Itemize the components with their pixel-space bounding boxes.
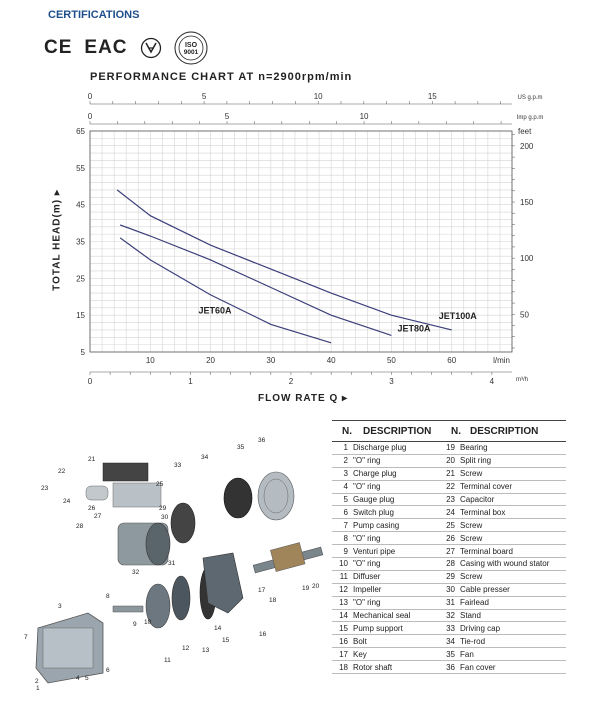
part-description: Screw	[460, 520, 483, 530]
chart-title: PERFORMANCE CHART AT n=2900rpm/min	[90, 71, 353, 83]
x-tick-label: 50	[386, 356, 396, 365]
wrench-cert-icon	[140, 37, 162, 59]
table-row	[332, 506, 566, 519]
diagram-part-label: 23	[41, 485, 49, 492]
part-number: 20	[446, 456, 455, 466]
certification-marks	[44, 32, 208, 64]
part-description: Discharge plug	[353, 443, 407, 453]
part-description: Stand	[460, 611, 481, 621]
part-number: 14	[339, 611, 348, 621]
part-number: 32	[446, 611, 455, 621]
series-label: JET60A	[198, 305, 232, 316]
part-number: 23	[446, 495, 455, 504]
table-row	[332, 610, 566, 623]
part-description: Pump casing	[353, 520, 400, 530]
table-row	[332, 455, 566, 468]
x-tick-label: 40	[326, 356, 336, 365]
diagram-part-label: 28	[76, 523, 84, 530]
part-description: Screw	[460, 469, 483, 479]
exploded-pump-diagram	[18, 428, 328, 708]
y-tick-label: 65	[76, 127, 85, 136]
part-number: 33	[446, 623, 455, 633]
y-axis-label: TOTAL HEAD(m) ▸	[51, 189, 63, 291]
part-number: 5	[343, 495, 348, 504]
table-row	[332, 519, 566, 532]
us-gpm-tick-label: 10	[313, 92, 323, 101]
part-description: Tie-rod	[460, 636, 486, 646]
part-number: 11	[339, 572, 348, 582]
part-description: Fan	[460, 649, 474, 659]
diagram-part-label: 36	[258, 437, 266, 444]
diagram-part-label: 12	[182, 645, 190, 652]
diagram-part-label: 1	[36, 685, 40, 692]
part-description: Switch plug	[353, 507, 394, 517]
part-description: Casing with wound stator	[460, 559, 550, 569]
m3h-tick-label: 1	[188, 377, 193, 386]
part-number: 16	[339, 636, 348, 646]
m3h-tick-label: 4	[489, 377, 495, 386]
feet-tick-label: 100	[520, 254, 534, 264]
part-number: 6	[343, 507, 348, 517]
header-number: N.	[342, 425, 352, 437]
part-number: 22	[446, 482, 455, 492]
diagram-part-label: 5	[85, 675, 89, 682]
imp-gpm-tick-label: 10	[359, 112, 369, 121]
part-description: Impeller	[353, 585, 382, 595]
diagram-part-label: 22	[58, 468, 66, 475]
part-description: Split ring	[460, 456, 492, 466]
diagram-part-label: 15	[222, 637, 230, 644]
header-description: DESCRIPTION	[363, 425, 432, 437]
diagram-part-label: 11	[164, 657, 171, 664]
diagram-part-label: 3	[58, 603, 62, 610]
diagram-part-label: 24	[63, 498, 71, 505]
us-gpm-label: US g.p.m	[517, 95, 543, 101]
table-row	[332, 648, 566, 661]
imp-gpm-tick-label: 0	[87, 112, 93, 121]
diagram-part-label: 17	[258, 587, 266, 594]
table-row	[332, 597, 566, 610]
diagram-part-label: 9	[133, 621, 137, 628]
x-unit-label: l/min	[493, 356, 510, 365]
y-tick-label: 25	[76, 274, 85, 284]
part-number: 25	[446, 520, 455, 530]
fan-drawing	[171, 472, 294, 543]
part-description: Bolt	[353, 636, 367, 646]
m3h-tick-label: 0	[87, 377, 93, 386]
parts-table-body	[332, 442, 566, 674]
diagram-part-label: 14	[214, 625, 222, 632]
table-row	[332, 571, 566, 584]
diagram-part-label: 33	[174, 462, 182, 469]
parts-table	[332, 420, 566, 674]
y-tick-label: 35	[76, 237, 85, 247]
diagram-part-label: 19	[302, 585, 310, 592]
part-description: "O" ring	[353, 533, 381, 543]
y-tick-label: 5	[80, 348, 85, 357]
part-description: Fairlead	[460, 598, 489, 608]
y-tick-label: 55	[76, 163, 85, 173]
part-number: 28	[446, 559, 455, 569]
part-number: 18	[339, 662, 348, 672]
diagram-part-label: 18	[269, 597, 277, 604]
y-tick-label: 45	[76, 200, 85, 210]
part-description: "O" ring	[353, 456, 381, 466]
table-row	[332, 661, 566, 674]
part-number: 9	[343, 546, 348, 556]
us-gpm-tick-label: 5	[201, 92, 207, 101]
x-tick-label: 20	[206, 356, 216, 365]
part-number: 4	[343, 482, 348, 492]
ce-mark-icon: CE	[44, 37, 73, 58]
table-row	[332, 532, 566, 545]
diagram-part-label: 26	[88, 505, 96, 512]
part-description: Venturi pipe	[353, 546, 396, 556]
table-row	[332, 635, 566, 648]
diagram-part-label: 34	[201, 454, 209, 461]
diagram-part-label: 4	[76, 675, 80, 682]
table-row	[332, 622, 566, 635]
part-number: 7	[343, 520, 348, 530]
diagram-part-label: 27	[94, 513, 102, 520]
diagram-part-label: 16	[259, 631, 267, 638]
imp-gpm-label: Imp g.p.m	[516, 115, 544, 121]
parts-table-header	[332, 420, 566, 442]
diagram-part-label: 35	[237, 444, 245, 451]
y-tick-label: 15	[76, 311, 85, 321]
part-number: 12	[339, 585, 348, 595]
feet-tick-label: 200	[520, 141, 534, 151]
diagram-part-label: 30	[161, 514, 169, 521]
pump-casing-drawing	[36, 613, 103, 683]
part-number: 15	[339, 623, 348, 633]
part-number: 27	[446, 546, 455, 556]
part-description: Terminal box	[460, 507, 506, 517]
part-description: Screw	[460, 572, 483, 582]
part-number: 36	[446, 662, 455, 672]
diagram-part-label: 32	[132, 569, 140, 576]
part-description: Fan cover	[460, 662, 496, 672]
part-description: Key	[353, 649, 367, 659]
part-description: Cable presser	[460, 585, 510, 595]
part-description: Rotor shaft	[353, 662, 393, 672]
part-number: 19	[446, 443, 455, 453]
part-description: Gauge plug	[353, 495, 395, 504]
part-description: "O" ring	[353, 598, 381, 608]
feet-tick-label: 150	[520, 198, 534, 208]
diagram-part-label: 6	[106, 667, 110, 674]
part-number: 3	[343, 469, 348, 479]
diagram-part-label: 2	[35, 678, 39, 685]
svg-text:9001: 9001	[183, 49, 198, 56]
part-number: 2	[343, 456, 348, 466]
part-description: Charge plug	[353, 469, 397, 479]
table-row	[332, 558, 566, 571]
part-description: Terminal board	[460, 546, 513, 556]
x-tick-label: 60	[447, 356, 457, 365]
series-line-jet100a	[117, 190, 452, 330]
table-row	[332, 468, 566, 481]
x-tick-label: 10	[145, 356, 155, 365]
svg-text:ISO: ISO	[184, 42, 197, 49]
table-row	[332, 494, 566, 507]
m3h-tick-label: 3	[389, 377, 394, 386]
table-row	[332, 545, 566, 558]
feet-tick-label: 50	[520, 310, 529, 320]
us-gpm-tick-label: 0	[87, 92, 93, 101]
diagram-part-label: 29	[159, 505, 167, 512]
x-tick-label: 30	[266, 356, 276, 365]
part-number: 35	[446, 649, 455, 659]
header-description-2: DESCRIPTION	[470, 425, 539, 437]
rotor-shaft-drawing	[253, 543, 323, 573]
header-number-2: N.	[451, 425, 461, 437]
diagram-part-label: 13	[202, 647, 210, 654]
part-number: 34	[446, 636, 455, 646]
part-number: 31	[446, 598, 455, 608]
diagram-part-label: 31	[168, 560, 176, 567]
part-number: 10	[339, 559, 348, 569]
x-axis-label: FLOW RATE Q ▸	[258, 393, 349, 404]
eac-mark-icon: EAC	[84, 37, 128, 58]
table-row	[332, 481, 566, 494]
table-row	[332, 584, 566, 597]
diagram-part-label: 7	[24, 634, 28, 641]
part-number: 21	[446, 469, 455, 479]
diagram-part-label: 20	[312, 583, 320, 590]
performance-chart	[0, 88, 591, 393]
part-description: "O" ring	[353, 482, 381, 492]
us-gpm-tick-label: 15	[427, 92, 437, 101]
part-number: 29	[446, 572, 455, 582]
series-label: JET80A	[397, 323, 431, 334]
diagram-part-label: 10	[144, 619, 152, 626]
series-label: JET100A	[438, 310, 477, 321]
part-number: 26	[446, 533, 455, 543]
diagram-part-label: 21	[88, 456, 96, 463]
part-number: 17	[339, 649, 348, 659]
table-row	[332, 442, 566, 455]
part-description: Driving cap	[460, 623, 501, 633]
part-description: Pump support	[353, 623, 403, 633]
part-number: 1	[343, 443, 348, 453]
part-description: Mechanical seal	[353, 611, 411, 621]
part-description: Diffuser	[353, 572, 381, 582]
part-number: 24	[446, 507, 455, 517]
part-description: Bearing	[460, 443, 488, 453]
series-line-jet60a	[120, 238, 331, 343]
certifications-title: CERTIFICATIONS	[48, 9, 140, 21]
part-description: Capacitor	[460, 495, 495, 504]
m3h-label: m³/h	[516, 377, 528, 383]
part-description: Terminal cover	[460, 482, 513, 492]
diagram-part-label: 25	[156, 481, 164, 488]
part-description: Screw	[460, 533, 483, 543]
part-number: 13	[339, 598, 348, 608]
feet-label: feet	[518, 127, 532, 136]
part-number: 30	[446, 585, 455, 595]
part-description: "O" ring	[353, 559, 381, 569]
diagram-part-label: 8	[106, 593, 110, 600]
m3h-tick-label: 2	[288, 377, 294, 386]
imp-gpm-tick-label: 5	[224, 112, 230, 121]
part-number: 8	[343, 533, 348, 543]
iso-9001-seal-icon	[174, 31, 208, 65]
